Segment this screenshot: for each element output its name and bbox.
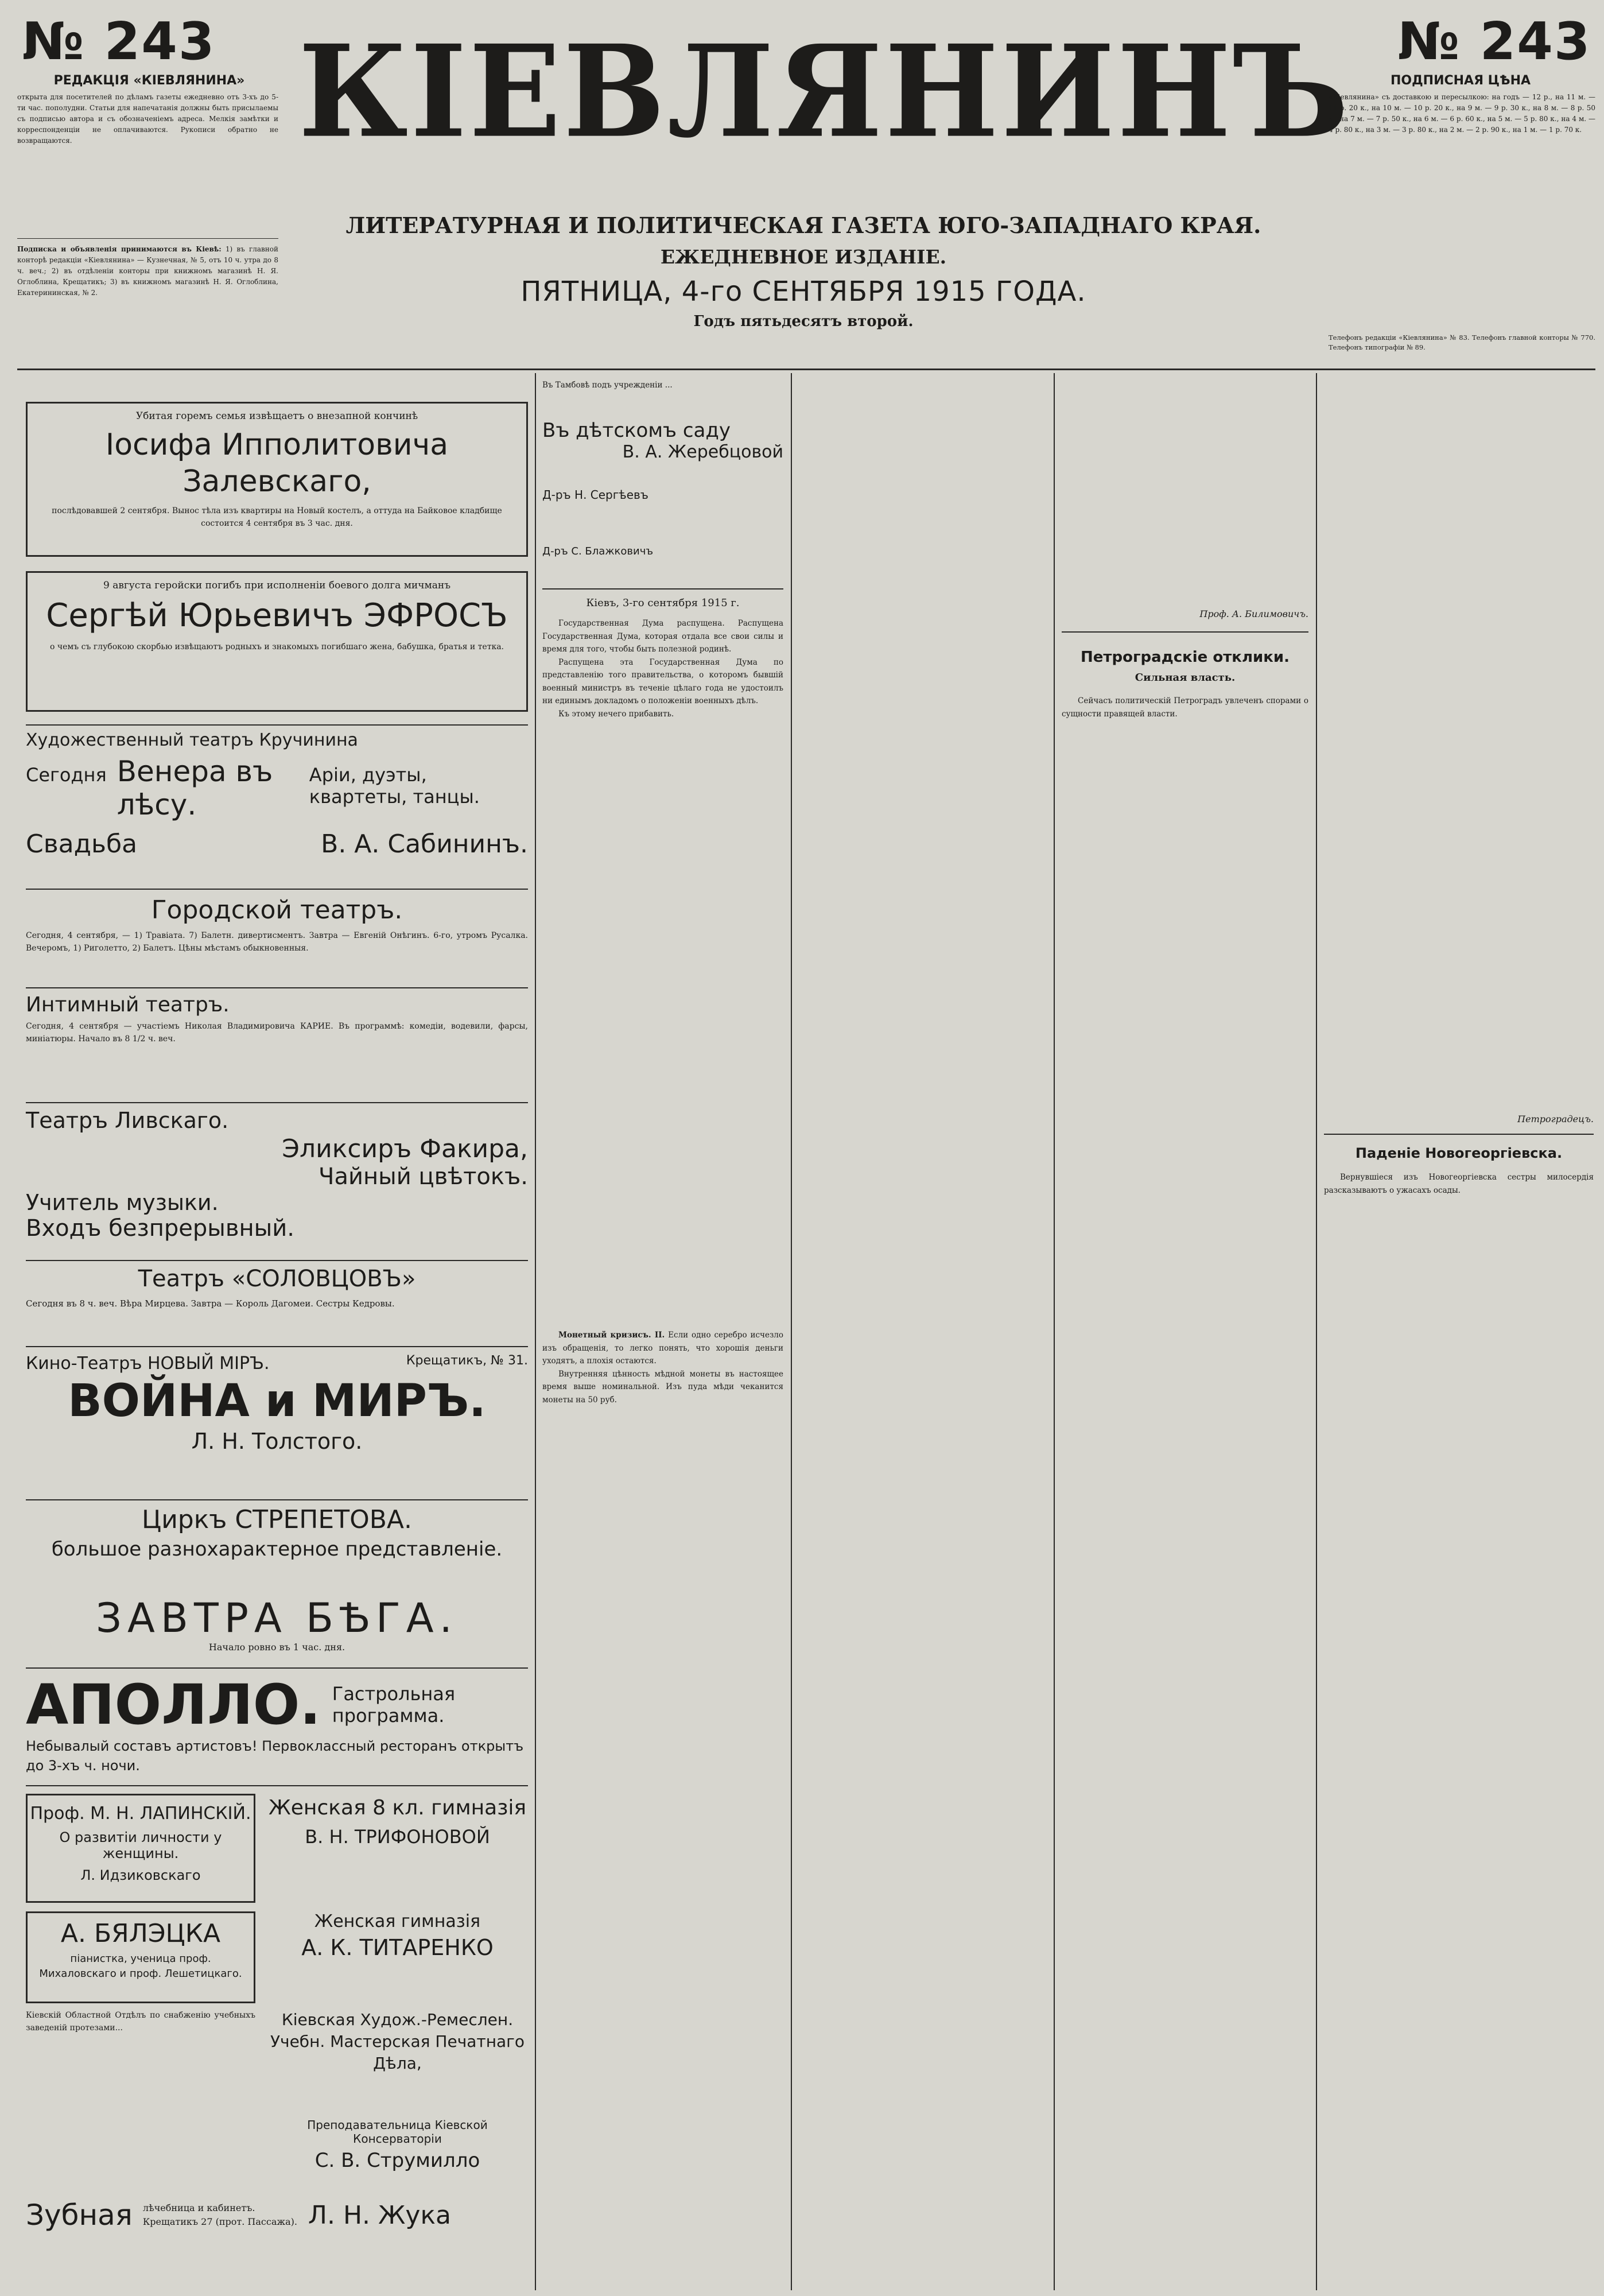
ad-gymnasium-titarenko-title: Женская гимназія — [314, 1911, 481, 1932]
year: Годъ пятьдесятъ второй. — [693, 313, 914, 330]
divider — [26, 1260, 528, 1261]
column-rule — [791, 373, 792, 2290]
divider — [26, 1785, 528, 1786]
issue-number-left: № 243 — [22, 11, 216, 72]
column-rule — [535, 373, 536, 2290]
ad-intimate-title: Интимный театръ. — [26, 993, 230, 1017]
phones: Телефонъ редакціи «Кіевлянина» № 83. Телефонъ главной конторы № 770. Телефонъ типографіи № 89. — [1329, 333, 1595, 351]
ad-cinema-author: Л. Н. Толстого. — [191, 1429, 363, 1454]
ad-regional-office-text: Кіевскій Областной Отдѣлъ по снабженію учебныхъ заведеній протезами... — [26, 2011, 255, 2033]
petro-title: Петроградскіе отклики. — [1081, 649, 1290, 666]
ad-bilyatska — [26, 1911, 255, 2003]
divider — [26, 724, 528, 726]
novo-paragraph-1: Вернувшіеся изъ Новогеоргіевска сестры милосердія разсказываютъ о ужасахъ осады. — [1324, 1173, 1594, 1195]
ad-teacher — [267, 2118, 528, 2193]
ad-bilyatska-text: піанистка, ученица проф. Михаловскаго и проф. Лешетицкаго. — [39, 1953, 242, 1980]
divider — [26, 889, 528, 890]
ad-kruchinin-sub: Арiи, дуэты, квартеты, танцы. — [309, 764, 480, 808]
ad-doctor-2 — [542, 545, 783, 557]
novo-article — [1324, 1171, 1594, 2285]
col4-top-text — [1062, 379, 1308, 620]
coin-crisis-article — [542, 1329, 783, 2282]
divider — [1062, 631, 1308, 633]
lead-article — [542, 617, 783, 1317]
petro-subtitle: Сильная власть. — [1135, 672, 1236, 684]
ad-city-theatre — [26, 895, 528, 987]
ad-lapinsky-title: Проф. М. Н. ЛАПИНСКІЙ. — [30, 1804, 251, 1824]
ad-kruchinin-show-2: Свадьба — [26, 829, 138, 859]
ad-kindergarten-name: В. А. Жеребцовой — [622, 442, 783, 462]
ad-races-sub: Начало ровно въ 1 час. дня. — [208, 1642, 345, 1653]
divider — [26, 1346, 528, 1347]
ad-livsky-show-1: Эликсиръ Факира, — [282, 1134, 528, 1163]
divider — [17, 238, 278, 239]
ad-regional-office — [26, 2009, 255, 2187]
ad-livsky-title: Театръ Ливскаго. — [26, 1108, 229, 1133]
col5-top-text — [1324, 379, 1594, 1114]
divider — [26, 987, 528, 988]
divider — [1324, 1134, 1594, 1135]
lead-paragraph-1: Государственная Дума распущена. Распущена Государственная Дума, которая отдала все свои силы и время для того, чтобы быть полезной родинѣ. — [542, 619, 783, 654]
petro-article — [1062, 695, 1308, 2285]
masthead: КІЕВЛЯНИНЪ — [298, 17, 1351, 166]
ad-cinema-address: Крещатикъ, № 31. — [406, 1353, 528, 1368]
ad-apollo — [26, 1673, 528, 1782]
ad-livsky-show-3: Учитель музыки. — [26, 1190, 219, 1215]
obituary-1-name: Іосифа Ипполитовича Залевскаго, — [105, 428, 449, 499]
divider — [26, 1102, 528, 1103]
col2-notice: Въ Тамбовѣ подъ учрежденіи ... — [542, 381, 673, 390]
divider — [542, 588, 783, 589]
ad-apollo-sub: Гастрольная программа. — [332, 1683, 456, 1727]
column-rule — [1316, 373, 1317, 2290]
ad-circus — [26, 1505, 528, 1591]
ad-city-theatre-title: Городской театръ. — [151, 895, 403, 925]
ads-intake-body: 1) въ главной конторѣ редакціи «Кіевлянина» — Кузнечная, № 5, отъ 10 ч. утра до 8 ч. веч.; 2) въ отдѣленіи конторы при книжномъ магазинѣ Н. Я. Оглоблина, Крещатикъ; 3) въ книжномъ магазинѣ Н. Я. Оглоблина, Екатерининская, № 2. — [17, 245, 278, 297]
ad-gymnasium-trifonova-title: Женская 8 кл. гимназія — [268, 1796, 526, 1820]
ad-kindergarten — [542, 419, 783, 482]
obituary-2-name: Сергѣй Юрьевичъ ЭФРОСЪ — [46, 597, 508, 634]
ad-gymnasium-trifonova-name: В. Н. ТРИФОНОВОЙ — [305, 1826, 490, 1848]
editorial-text: открыта для посетителей по дѣламъ газеты ежедневно отъ 3-хъ до 5-ти час. пополудни. Статьи для напечатанія должны быть присылаемы съ подписью автора и съ обозначеніемъ адреса. Мелкія замѣтки и корреспонденціи не оплачиваются. Рукописи обратно не возвращаются. — [17, 93, 278, 145]
ad-cinema-title: Кино-Театръ НОВЫЙ МІРЪ. — [26, 1353, 270, 1374]
obituary-2 — [26, 571, 528, 712]
ad-livsky-theatre — [26, 1108, 528, 1257]
ad-kruchinin-show: Венера въ лѣсу. — [116, 755, 273, 821]
ad-doctor-2-name: Д-ръ С. Блажковичъ — [542, 545, 654, 557]
ad-gymnasium-titarenko-name: А. К. ТИТАРЕНКО — [301, 1935, 494, 1960]
col3-text — [799, 379, 1046, 2285]
ad-intimate-theatre — [26, 993, 528, 1102]
ad-gymnasium-titarenko — [267, 1911, 528, 2003]
obituary-1-intro: Убитая горемъ семья извѣщаетъ о внезапной кончинѣ — [135, 410, 418, 422]
ad-printing-school-title: Кіевская Худож.-Ремеслен. Учебн. Мастерская Печатнаго Дѣла, — [270, 2010, 525, 2073]
col4-signature: Проф. А. Билимовичъ. — [1199, 608, 1308, 619]
divider — [26, 1499, 528, 1500]
ad-races — [26, 1595, 528, 1663]
ads-intake-text — [17, 244, 278, 370]
lead-dateline: Кіевъ, 3-го сентября 1915 г. — [586, 597, 740, 609]
price-title: ПОДПИСНАЯ ЦѢНА — [1390, 73, 1531, 88]
ad-kruchinin-title: Художественный театръ Кручинина — [26, 730, 358, 750]
ad-intimate-text: Сегодня, 4 сентября — участіемъ Николая Владимировича КАРИЕ. Въ программѣ: комедіи, водевили, фарсы, миніатюры. Начало въ 8 1/2 ч. веч. — [26, 1022, 528, 1044]
ad-kruchinin-theatre — [26, 730, 528, 884]
ad-circus-text: большое разнохарактерное представленіе. — [51, 1538, 503, 1561]
ad-apollo-text: Небывалый составъ артистовъ! Первоклассный ресторанъ открытъ до 3-хъ ч. ночи. — [26, 1738, 524, 1774]
ad-teacher-name: С. В. Струмилло — [314, 2149, 480, 2172]
petro-paragraph-1: Сейчасъ политическій Петроградъ увлеченъ спорами о сущности правящей власти. — [1062, 696, 1308, 719]
lead-paragraph-3: Къ этому нечего прибавить. — [558, 709, 674, 719]
header-rule — [17, 369, 1595, 370]
ad-cinema-film: ВОЙНА и МИРЪ. — [68, 1375, 486, 1427]
ad-apollo-title: АПОЛЛО. — [26, 1673, 321, 1737]
ad-livsky-entry: Входъ безпрерывный. — [26, 1215, 294, 1242]
issue-number-right: № 243 — [1397, 11, 1591, 72]
ad-bilyatska-title: А. БЯЛЭЦКА — [60, 1919, 221, 1948]
ad-solovtsov-text: Сегодня въ 8 ч. веч. Вѣра Мирцева. Завтра — Король Дагомеи. Сестры Кедровы. — [26, 1298, 395, 1309]
ads-intake-title: Подписка и объявленія принимаются въ Кіевѣ: — [17, 245, 222, 253]
ad-teacher-title: Преподавательница Кіевской Консерваторіи — [307, 2118, 488, 2146]
ad-lapinsky-text: О развитіи личности у женщины. — [59, 1829, 222, 1861]
ad-cinema — [26, 1353, 528, 1497]
column-rule — [1054, 373, 1055, 2290]
coin-crisis-paragraph-1: Если одно серебро исчезло изъ обращенія, то легко понять, что хорошія деньги уходятъ, а плохія остаются. — [542, 1331, 783, 1366]
price-text: «Кіевлянина» съ доставкою и пересылкою: на годъ — 12 р., на 11 м. — 11 р. 20 к., на 10 м. — 10 р. 20 к., на 9 м. — 9 р. 30 к., на 8 м. — 8 р. 50 к., на 7 м. — 7 р. 50 к., на 6 м. — 6 р. 60 к., на 5 м. — 5 р. 80 к., на 4 м. — 4 р. 80 к., на 3 м. — 3 р. 80 к., на 2 м. — 2 р. 90 к., на 1 м. — 1 р. 70 к. — [1329, 93, 1595, 134]
ad-doctor-1 — [542, 488, 783, 502]
obituary-1 — [26, 402, 528, 557]
ad-dental-title: Зубная — [26, 2198, 133, 2232]
coin-crisis-title: Монетный кризисъ. II. — [558, 1331, 665, 1340]
ad-solovtsov-title: Театръ «СОЛОВЦОВЪ» — [138, 1266, 416, 1292]
ad-doctor-1-name: Д-ръ Н. Сергѣевъ — [542, 488, 648, 502]
ad-lapinsky — [26, 1794, 255, 1903]
ad-lapinsky-sub: Л. Идзиковскаго — [80, 1867, 201, 1883]
ad-gymnasium-zhuk: Л. Н. Жука — [308, 2200, 451, 2230]
ad-gymnasium-trifonova — [267, 1794, 528, 1903]
divider — [26, 1667, 528, 1669]
ad-kruchinin-today: Сегодня — [26, 764, 107, 786]
col5-signature: Петроградецъ. — [1517, 1114, 1594, 1124]
ad-circus-title: Циркъ СТРЕПЕТОВА. — [142, 1505, 412, 1534]
ad-printing-school — [267, 2009, 528, 2107]
coin-crisis-paragraph-2: Внутренняя цѣнность мѣдной монеты въ настоящее время выше номинальной. Изъ пуда мѣди чеканится монеты на 50 руб. — [542, 1369, 783, 1405]
ad-city-theatre-text: Сегодня, 4 сентября, — 1) Травіата. 7) Балетн. дивертисментъ. Завтра — Евгеній Онѣгинъ. 6-го, утромъ Русалка. Вечеромъ, 1) Риголетто, 2) Балетъ. Цѣны мѣстамъ обыкновенныя. — [26, 931, 528, 953]
ad-kruchinin-show-3: В. А. Сабининъ. — [321, 829, 528, 859]
ad-kindergarten-title: Въ дѣтскомъ саду — [542, 419, 731, 442]
ad-dental — [26, 2198, 528, 2285]
novo-title: Паденіе Новогеоргіевска. — [1355, 1145, 1563, 1161]
lead-paragraph-2: Распущена эта Государственная Дума по представленію того правительства, о которомъ бывшій военный министръ въ теченіе цѣлаго года не удостоилъ ни единымъ докладомъ о положеніи военныхъ дѣлъ. — [542, 657, 783, 705]
obituary-2-text: о чемъ съ глубокою скорбью извѣщаютъ родныхъ и знакомыхъ погибшаго жена, бабушка, братья и тетка. — [49, 642, 504, 651]
ad-solovtsov-theatre — [26, 1266, 528, 1343]
edition: ЕЖЕДНЕВНОЕ ИЗДАНІЕ. — [660, 246, 947, 268]
ad-dental-text: лѣчебница и кабинетъ. Крещатикъ 27 (прот. Пассажа). — [142, 2202, 297, 2227]
subtitle: ЛИТЕРАТУРНАЯ И ПОЛИТИЧЕСКАЯ ГАЗЕТА ЮГО-ЗАПАДНАГО КРАЯ. — [345, 212, 1261, 238]
ad-races-title: ЗАВТРА БѢГА. — [96, 1595, 458, 1642]
ad-livsky-show-2: Чайный цвѣтокъ. — [319, 1163, 528, 1190]
issue-date: ПЯТНИЦА, 4-го СЕНТЯБРЯ 1915 ГОДА. — [521, 276, 1086, 308]
obituary-1-text: послѣдовавшей 2 сентября. Вынос тѣла изъ квартиры на Новый костелъ, а оттуда на Байковое кладбище состоится 4 сентября въ 3 час. дня. — [52, 506, 502, 528]
editorial-title: РЕДАКЦІЯ «КІЕВЛЯНИНА» — [53, 73, 245, 88]
obituary-2-intro: 9 августа геройски погибъ при исполненіи боевого долга мичманъ — [103, 580, 451, 591]
